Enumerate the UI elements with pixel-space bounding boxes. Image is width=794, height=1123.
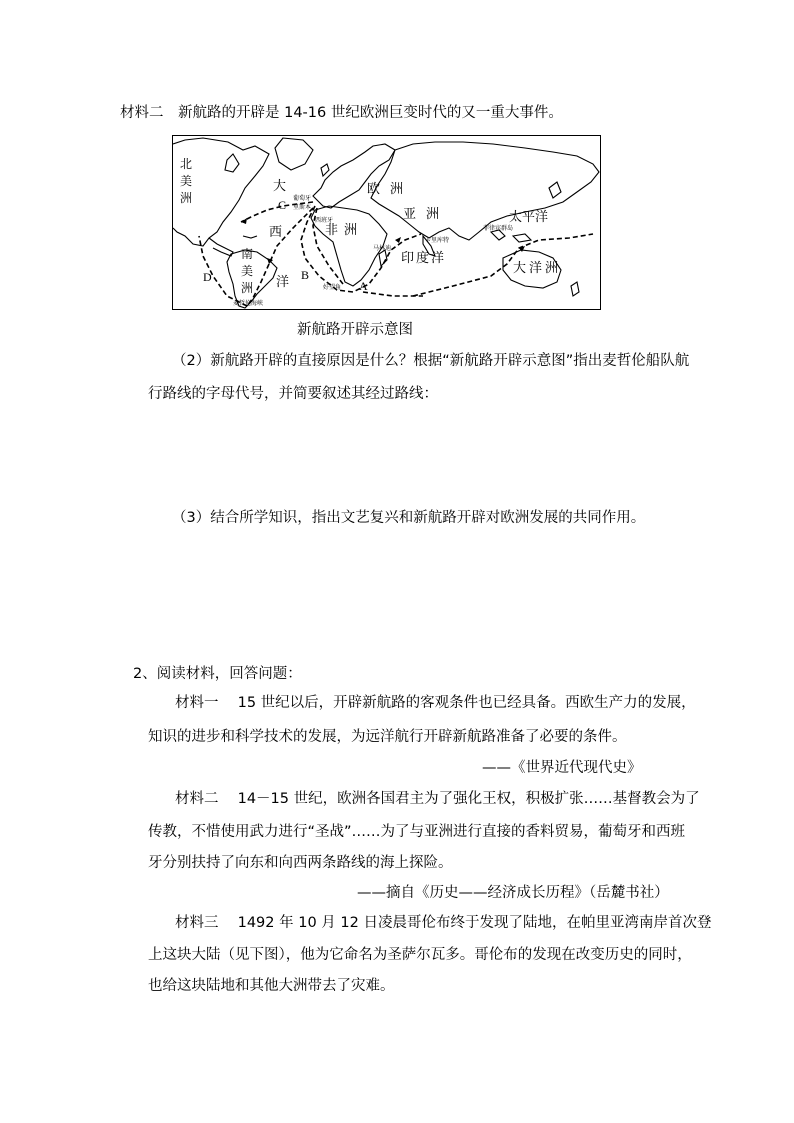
new-sea-routes-map xyxy=(172,135,601,310)
question-2-line-2: 行路线的字母代号，并简要叙述其经过路线： xyxy=(148,386,438,402)
label-oceania: 大洋洲 xyxy=(513,261,562,276)
material-3-line-1: 材料三 1492 年 10 月 12 日凌晨哥伦布终于发现了陆地，在帕里亚湾南岸首次登 xyxy=(175,915,712,931)
route-label-a: A xyxy=(359,279,368,293)
material-3-line-3: 也给这块陆地和其他大洲带去了灾难。 xyxy=(148,978,395,994)
label-pacific: 太平洋 xyxy=(509,210,549,225)
label-da: 大 xyxy=(273,179,287,194)
label-lisbon: 里斯本 xyxy=(293,204,312,211)
material-1-source: ——《世界近代现代史》 xyxy=(482,760,642,776)
material-2-line-2: 传教，不惜使用武力进行“圣战”……为了与亚洲进行直接的香料贸易，葡萄牙和西班 xyxy=(148,824,686,840)
label-calicut: 卡里库特 xyxy=(425,237,450,244)
label-north-america: 北美洲 xyxy=(180,157,193,205)
label-indian-ocean: 印度洋 xyxy=(401,251,447,266)
question-3: （3）结合所学知识，指出文艺复兴和新航路开辟对欧洲发展的共同作用。 xyxy=(172,510,646,526)
route-label-c: C xyxy=(278,198,287,212)
material-1-line-2: 知识的进步和科学技术的发展，为远洋航行开辟新航路准备了必要的条件。 xyxy=(148,729,627,745)
route-label-b: B xyxy=(301,268,310,282)
label-europe: 欧洲 xyxy=(367,182,414,197)
material-1-line-1: 材料一 15 世纪以后，开辟新航路的客观条件也已经具备。西欧生产力的发展， xyxy=(175,695,696,711)
material-2-line-3: 牙分别扶持了向东和向西两条路线的海上探险。 xyxy=(148,855,453,871)
material-2-source: ——摘自《历史——经济成长历程》（岳麓书社） xyxy=(357,885,669,901)
question-2-heading: 2、阅读材料，回答问题： xyxy=(133,666,302,682)
label-mozambique: 马林迪 xyxy=(373,245,392,252)
label-magellan: 麦哲伦海峡 xyxy=(233,300,264,307)
label-philippines: 菲律宾群岛 xyxy=(483,225,514,232)
label-africa: 非洲 xyxy=(325,223,364,238)
label-yang: 洋 xyxy=(276,275,290,290)
label-portugal: 葡萄牙 xyxy=(293,195,312,202)
label-asia: 亚洲 xyxy=(403,207,450,222)
label-cape: 好望角 xyxy=(323,284,342,291)
material-2-intro: 材料二 新航路的开辟是 14-16 世纪欧洲巨变时代的又一重大事件。 xyxy=(120,105,563,121)
material-2-line-1: 材料二 14－15 世纪，欧洲各国君主为了强化王权，积极扩张……基督教会为了 xyxy=(175,791,700,807)
map-caption: 新航路开辟示意图 xyxy=(297,322,413,338)
material-3-line-2: 上这块大陆（见下图），他为它命名为圣萨尔瓦多。哥伦布的发现在改变历史的同时， xyxy=(148,947,692,963)
label-spain: 西班牙 xyxy=(315,217,334,224)
route-label-d: D xyxy=(203,270,212,284)
label-south-america: 南美洲 xyxy=(241,247,254,295)
label-xi: 西 xyxy=(269,225,283,240)
question-2-line-1: （2）新航路开辟的直接原因是什么？根据“新航路开辟示意图”指出麦哲伦船队航 xyxy=(172,353,690,369)
